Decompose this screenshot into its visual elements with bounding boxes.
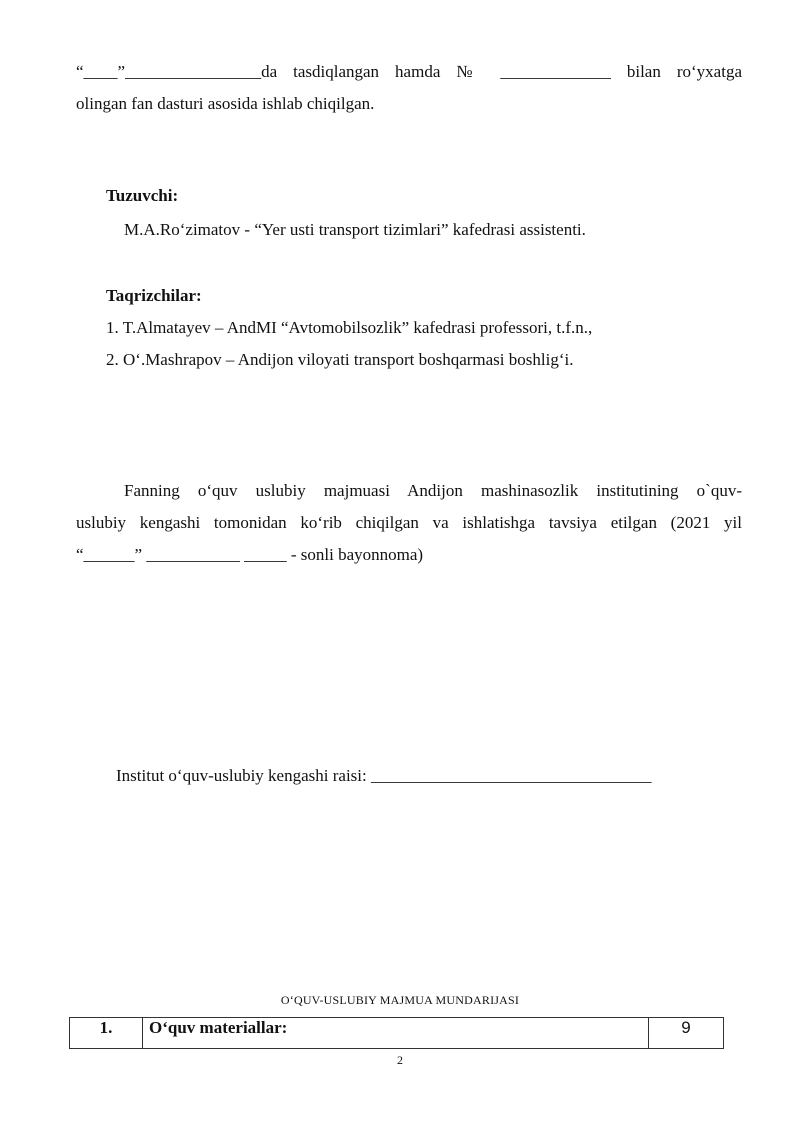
approval-line-1: “____”________________da tasdiqlangan hamda № _____________ bilan ro‘yxatga (76, 62, 742, 81)
toc-row-label: O‘quv materiallar: (143, 1018, 649, 1049)
chairman-signature-line: Institut o‘quv-uslubiy kengashi raisi: _________________________________ (116, 766, 652, 785)
council-line-3: “______” ___________ _____ - sonli bayonnoma) (76, 545, 424, 564)
author-line: M.A.Ro‘zimatov - “Yer usti transport tizimlari” kafedrasi assistenti. (124, 220, 586, 239)
author-heading: Tuzuvchi: (106, 186, 179, 205)
toc-title: O‘QUV-USLUBIY MAJMUA MUNDARIJASI (280, 993, 520, 1007)
page-number: 2 (397, 1053, 403, 1067)
reviewers-heading: Taqrizchilar: (106, 286, 202, 305)
toc-row-number: 1. (70, 1018, 143, 1049)
reviewer-item: 1. T.Almatayev – AndMI “Avtomobilsozlik” kafedrasi professori, t.f.n., (106, 318, 593, 337)
toc-row-page: 9 (649, 1018, 724, 1049)
toc-table (69, 1017, 724, 1049)
reviewer-item: 2. O‘.Mashrapov – Andijon viloyati transport boshqarmasi boshlig‘i. (106, 350, 574, 369)
approval-line-2: olingan fan dasturi asosida ishlab chiqilgan. (76, 94, 375, 113)
toc-row (70, 1018, 724, 1049)
council-line-1: Fanning o‘quv uslubiy majmuasi Andijon mashinasozlik institutining o`quv- (124, 481, 742, 500)
council-line-2: uslubiy kengashi tomonidan ko‘rib chiqilgan va ishlatishga tavsiya etilgan (2021 yil (76, 513, 742, 532)
